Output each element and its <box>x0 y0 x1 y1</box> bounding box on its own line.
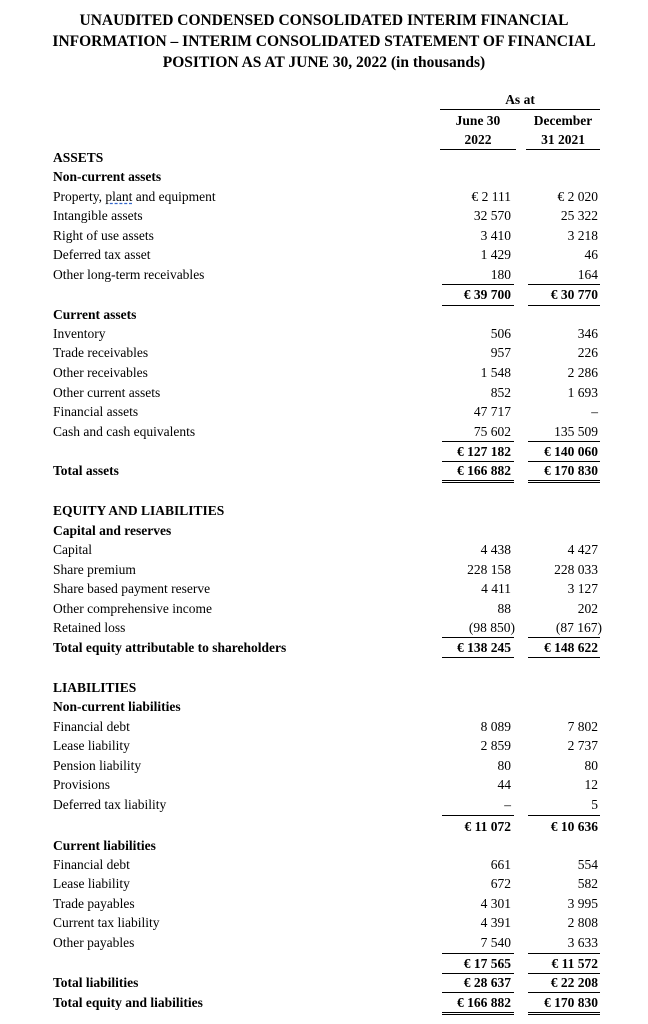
table-row <box>0 206 648 225</box>
total-assets-row <box>0 461 648 480</box>
oci-value-2021: 202 <box>577 601 598 616</box>
table-row <box>0 775 648 794</box>
current-liabilities-heading: Current liabilities <box>53 838 156 853</box>
col1-header <box>440 111 516 149</box>
col1-header-line2: 2022 <box>464 132 492 147</box>
other-receivables-label: Other receivables <box>53 365 148 380</box>
dtl-value-2022: – <box>504 797 511 812</box>
financial-assets-label: Financial assets <box>53 404 139 419</box>
oltr-value-2022: 180 <box>490 267 511 282</box>
inventory-value-2021: 346 <box>577 326 598 341</box>
capital-value-2021: 4 427 <box>567 542 598 557</box>
other-payables-label: Other payables <box>53 935 135 950</box>
sbp-reserve-value-2022: 4 411 <box>481 581 511 596</box>
cash-label: Cash and cash equivalents <box>53 424 196 439</box>
table-row <box>0 324 648 343</box>
current-assets-heading: Current assets <box>53 307 137 322</box>
other-current-assets-label: Other current assets <box>53 385 161 400</box>
assets-heading: ASSETS <box>53 150 104 165</box>
trade-receivables-value-2022: 957 <box>490 345 511 360</box>
dta-value-2021: 46 <box>584 247 598 262</box>
table-row <box>0 560 648 579</box>
liabilities-heading-row <box>0 678 648 697</box>
ppe-value-2022: € 2 111 <box>471 189 511 204</box>
col2-header-line2: 31 2021 <box>541 132 585 147</box>
col2-header-line1: December <box>533 113 593 128</box>
total-assets-label: Total assets <box>53 463 119 478</box>
dtl-value-2021: 5 <box>591 797 598 812</box>
provisions-label: Provisions <box>53 777 111 792</box>
total-liabilities-row <box>0 973 648 992</box>
other-current-assets-value-2021: 1 693 <box>567 385 598 400</box>
total-double-rule <box>528 482 600 483</box>
liabilities-heading: LIABILITIES <box>53 680 137 695</box>
subtotal-underline <box>528 657 600 658</box>
rou-label: Right of use assets <box>53 228 154 243</box>
pension-liability-label: Pension liability <box>53 758 142 773</box>
total-equity-liabilities-2022: € 166 882 <box>457 995 511 1010</box>
oltr-label: Other long-term receivables <box>53 267 205 282</box>
ppe-value-2021: € 2 020 <box>557 189 598 204</box>
table-row <box>0 717 648 736</box>
current-tax-liability-value-2022: 4 391 <box>480 915 511 930</box>
statement-title <box>0 10 648 73</box>
oci-label: Other comprehensive income <box>53 601 212 616</box>
total-double-rule <box>528 1012 600 1013</box>
total-double-rule <box>528 1014 600 1015</box>
total-equity-2022: € 138 245 <box>457 640 511 655</box>
table-row <box>0 245 648 264</box>
table-row <box>0 383 648 402</box>
dta-value-2022: 1 429 <box>480 247 511 262</box>
current-liabilities-total-row <box>0 954 648 973</box>
financial-debt-label: Financial debt <box>53 719 130 734</box>
table-row <box>0 187 648 206</box>
total-equity-liabilities-label: Total equity and liabilities <box>53 995 203 1010</box>
total-liabilities-2021: € 22 208 <box>550 975 598 990</box>
table-row <box>0 736 648 755</box>
subtotal-rule <box>442 815 514 816</box>
non-current-assets-heading: Non-current assets <box>53 169 162 184</box>
table-row <box>0 618 648 637</box>
subtotal-underline <box>442 657 514 658</box>
current-liabilities-heading-row <box>0 836 648 855</box>
current-lease-liability-value-2022: 672 <box>490 876 511 891</box>
table-row <box>0 579 648 598</box>
title-line-2: INFORMATION – INTERIM CONSOLIDATED STATEMENT OF FINANCIAL <box>52 33 596 50</box>
table-row <box>0 402 648 421</box>
ppe-label <box>53 187 216 206</box>
table-row <box>0 343 648 362</box>
total-double-rule <box>442 482 514 483</box>
ca-total-2022: € 127 182 <box>457 444 511 459</box>
intangible-value-2022: 32 570 <box>473 208 511 223</box>
trade-payables-value-2021: 3 995 <box>567 896 598 911</box>
nca-total-2021: € 30 770 <box>550 287 598 302</box>
retained-loss-value-2022: (98 850) <box>468 620 515 635</box>
ncl-total-2022: € 11 072 <box>464 819 511 834</box>
other-receivables-value-2021: 2 286 <box>567 365 598 380</box>
capital-reserves-heading: Capital and reserves <box>53 523 172 538</box>
non-current-liabilities-heading: Non-current liabilities <box>53 699 181 714</box>
equity-liabilities-heading: EQUITY AND LIABILITIES <box>53 503 225 518</box>
cl-total-2021: € 11 572 <box>551 956 598 971</box>
retained-loss-label: Retained loss <box>53 620 126 635</box>
total-equity-liabilities-row <box>0 993 648 1012</box>
current-lease-liability-label: Lease liability <box>53 876 130 891</box>
retained-loss-value-2021: (87 167) <box>555 620 602 635</box>
trade-receivables-value-2021: 226 <box>577 345 598 360</box>
pension-liability-value-2022: 80 <box>497 758 511 773</box>
provisions-value-2022: 44 <box>497 777 511 792</box>
intangible-value-2021: 25 322 <box>560 208 598 223</box>
ppe-label-part-b: plant <box>105 189 133 204</box>
current-assets-heading-row <box>0 305 648 324</box>
intangible-label: Intangible assets <box>53 208 143 223</box>
table-row <box>0 894 648 913</box>
oltr-value-2021: 164 <box>577 267 598 282</box>
total-double-rule <box>442 480 514 481</box>
other-receivables-value-2022: 1 548 <box>480 365 511 380</box>
assets-heading-row <box>0 148 648 167</box>
trade-payables-value-2022: 4 301 <box>480 896 511 911</box>
share-premium-label: Share premium <box>53 562 136 577</box>
financial-debt-value-2021: 7 802 <box>567 719 598 734</box>
table-row <box>0 933 648 952</box>
sbp-reserve-label: Share based payment reserve <box>53 581 211 596</box>
financial-assets-value-2022: 47 717 <box>473 404 511 419</box>
total-double-rule <box>442 1014 514 1015</box>
table-row <box>0 795 648 814</box>
total-double-rule <box>528 480 600 481</box>
total-double-rule <box>442 1012 514 1013</box>
title-line-3: POSITION AS AT JUNE 30, 2022 (in thousands) <box>162 54 486 71</box>
table-row <box>0 363 648 382</box>
table-row <box>0 913 648 932</box>
other-payables-value-2021: 3 633 <box>567 935 598 950</box>
non-current-assets-heading-row <box>0 167 648 186</box>
table-row <box>0 855 648 874</box>
share-premium-value-2022: 228 158 <box>467 562 511 577</box>
col1-header-line1: June 30 <box>455 113 501 128</box>
financial-debt-value-2022: 8 089 <box>480 719 511 734</box>
col2-header <box>526 111 600 149</box>
dtl-label: Deferred tax liability <box>53 797 167 812</box>
non-current-liabilities-heading-row <box>0 697 648 716</box>
table-row <box>0 599 648 618</box>
ca-total-2021: € 140 060 <box>544 444 598 459</box>
table-row <box>0 756 648 775</box>
cash-value-2022: 75 602 <box>473 424 511 439</box>
as-at-header: As at <box>505 92 535 107</box>
pension-liability-value-2021: 80 <box>584 758 598 773</box>
trade-payables-label: Trade payables <box>53 896 135 911</box>
total-equity-liabilities-2021: € 170 830 <box>544 995 598 1010</box>
total-assets-2021: € 170 830 <box>544 463 598 478</box>
header-rule <box>440 109 600 110</box>
ncl-total-2021: € 10 636 <box>550 819 598 834</box>
total-liabilities-label: Total liabilities <box>53 975 139 990</box>
current-tax-liability-label: Current tax liability <box>53 915 160 930</box>
cl-total-2022: € 17 565 <box>463 956 511 971</box>
total-liabilities-2022: € 28 637 <box>463 975 511 990</box>
lease-liability-label: Lease liability <box>53 738 130 753</box>
current-financial-debt-value-2022: 661 <box>490 857 511 872</box>
inventory-label: Inventory <box>53 326 106 341</box>
table-row <box>0 540 648 559</box>
table-row <box>0 874 648 893</box>
ppe-label-part-a: Property, <box>53 189 106 204</box>
lease-liability-value-2021: 2 737 <box>567 738 598 753</box>
rou-value-2022: 3 410 <box>480 228 511 243</box>
oci-value-2022: 88 <box>497 601 511 616</box>
non-current-liabilities-total-row <box>0 817 648 836</box>
trade-receivables-label: Trade receivables <box>53 345 149 360</box>
non-current-assets-total-row <box>0 285 648 304</box>
sbp-reserve-value-2021: 3 127 <box>567 581 598 596</box>
subtotal-rule <box>528 815 600 816</box>
current-lease-liability-value-2021: 582 <box>577 876 598 891</box>
dta-label: Deferred tax asset <box>53 247 151 262</box>
inventory-value-2022: 506 <box>490 326 511 341</box>
ppe-label-part-c: and equipment <box>132 189 216 204</box>
current-tax-liability-value-2021: 2 808 <box>567 915 598 930</box>
nca-total-2022: € 39 700 <box>463 287 511 302</box>
share-premium-value-2021: 228 033 <box>554 562 598 577</box>
financial-assets-value-2021: – <box>591 404 598 419</box>
equity-liabilities-heading-row <box>0 501 648 520</box>
current-financial-debt-value-2021: 554 <box>577 857 598 872</box>
provisions-value-2021: 12 <box>584 777 598 792</box>
table-row <box>0 265 648 284</box>
current-assets-total-row <box>0 442 648 461</box>
current-financial-debt-label: Financial debt <box>53 857 130 872</box>
total-equity-2021: € 148 622 <box>544 640 598 655</box>
rou-value-2021: 3 218 <box>567 228 598 243</box>
other-payables-value-2022: 7 540 <box>480 935 511 950</box>
lease-liability-value-2022: 2 859 <box>480 738 511 753</box>
title-line-1: UNAUDITED CONDENSED CONSOLIDATED INTERIM FINANCIAL <box>79 12 569 29</box>
capital-label: Capital <box>53 542 92 557</box>
total-assets-2022: € 166 882 <box>457 463 511 478</box>
total-equity-row <box>0 638 648 657</box>
table-row <box>0 226 648 245</box>
total-equity-label: Total equity attributable to shareholders <box>53 640 287 655</box>
capital-value-2022: 4 438 <box>480 542 511 557</box>
table-row <box>0 422 648 441</box>
capital-reserves-heading-row <box>0 521 648 540</box>
other-current-assets-value-2022: 852 <box>490 385 511 400</box>
cash-value-2021: 135 509 <box>554 424 598 439</box>
